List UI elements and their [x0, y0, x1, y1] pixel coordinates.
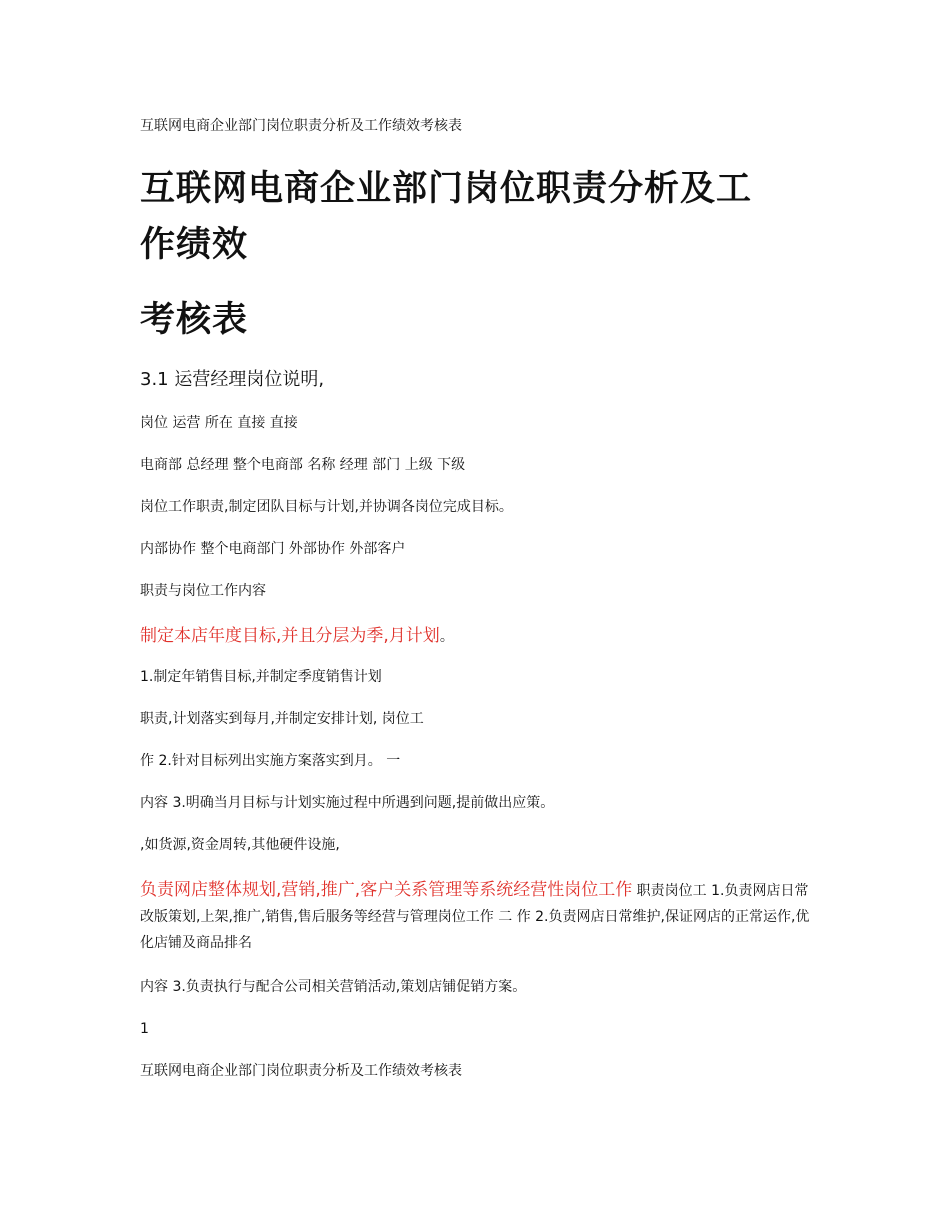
section-heading: 3.1 运营经理岗位说明,: [140, 369, 325, 390]
paragraph-tail: 职责岗位工 1.负责网店日常改版策划,上架,推广,销售,售后服务等经营与管理岗位工作 二 作 2.负责网店日常维护,保证网店的正常运作,优化店铺及商品排名: [140, 883, 810, 951]
text-line: 职责与岗位工作内容: [140, 583, 266, 599]
text-line: 内容 3.明确当月目标与计划实施过程中所遇到问题,提前做出应策。: [140, 795, 555, 811]
text-line: 内容 3.负责执行与配合公司相关营销活动,策划店铺促销方案。: [140, 979, 527, 995]
text-line: 职责,计划落实到每月,并制定安排计划, 岗位工: [140, 711, 424, 727]
running-header: 互联网电商企业部门岗位职责分析及工作绩效考核表: [140, 118, 462, 134]
text-line: 岗位工作职责,制定团队目标与计划,并协调各岗位完成目标。: [140, 499, 513, 515]
highlighted-line-tail: 。: [439, 629, 454, 645]
highlighted-text: 制定本店年度目标,并且分层为季,月计划: [140, 626, 440, 646]
text-line: ,如货源,资金周转,其他硬件设施,: [140, 837, 340, 853]
text-line: 电商部 总经理 整个电商部 名称 经理 部门 上级 下级: [140, 457, 466, 473]
highlighted-text: 负责网店整体规划,营销,推广,客户关系管理等系统经营性岗位工作: [140, 880, 633, 900]
highlighted-line: [140, 624, 454, 649]
document-title-line-2: 作绩效: [140, 225, 249, 265]
text-line: 内部协作 整个电商部门 外部协作 外部客户: [140, 541, 406, 557]
text-line: 岗位 运营 所在 直接 直接: [140, 415, 298, 431]
text-line: 1.制定年销售目标,并制定季度销售计划: [140, 669, 382, 685]
text-line: 作 2.针对目标列出实施方案落实到月。 一: [140, 753, 401, 769]
document-title-line-1: 互联网电商企业部门岗位职责分析及工: [140, 169, 753, 209]
document-title-line-3: 考核表: [140, 300, 249, 340]
running-footer: 互联网电商企业部门岗位职责分析及工作绩效考核表: [140, 1063, 462, 1079]
highlighted-paragraph: [140, 877, 815, 956]
page-number: 1: [140, 1021, 149, 1037]
